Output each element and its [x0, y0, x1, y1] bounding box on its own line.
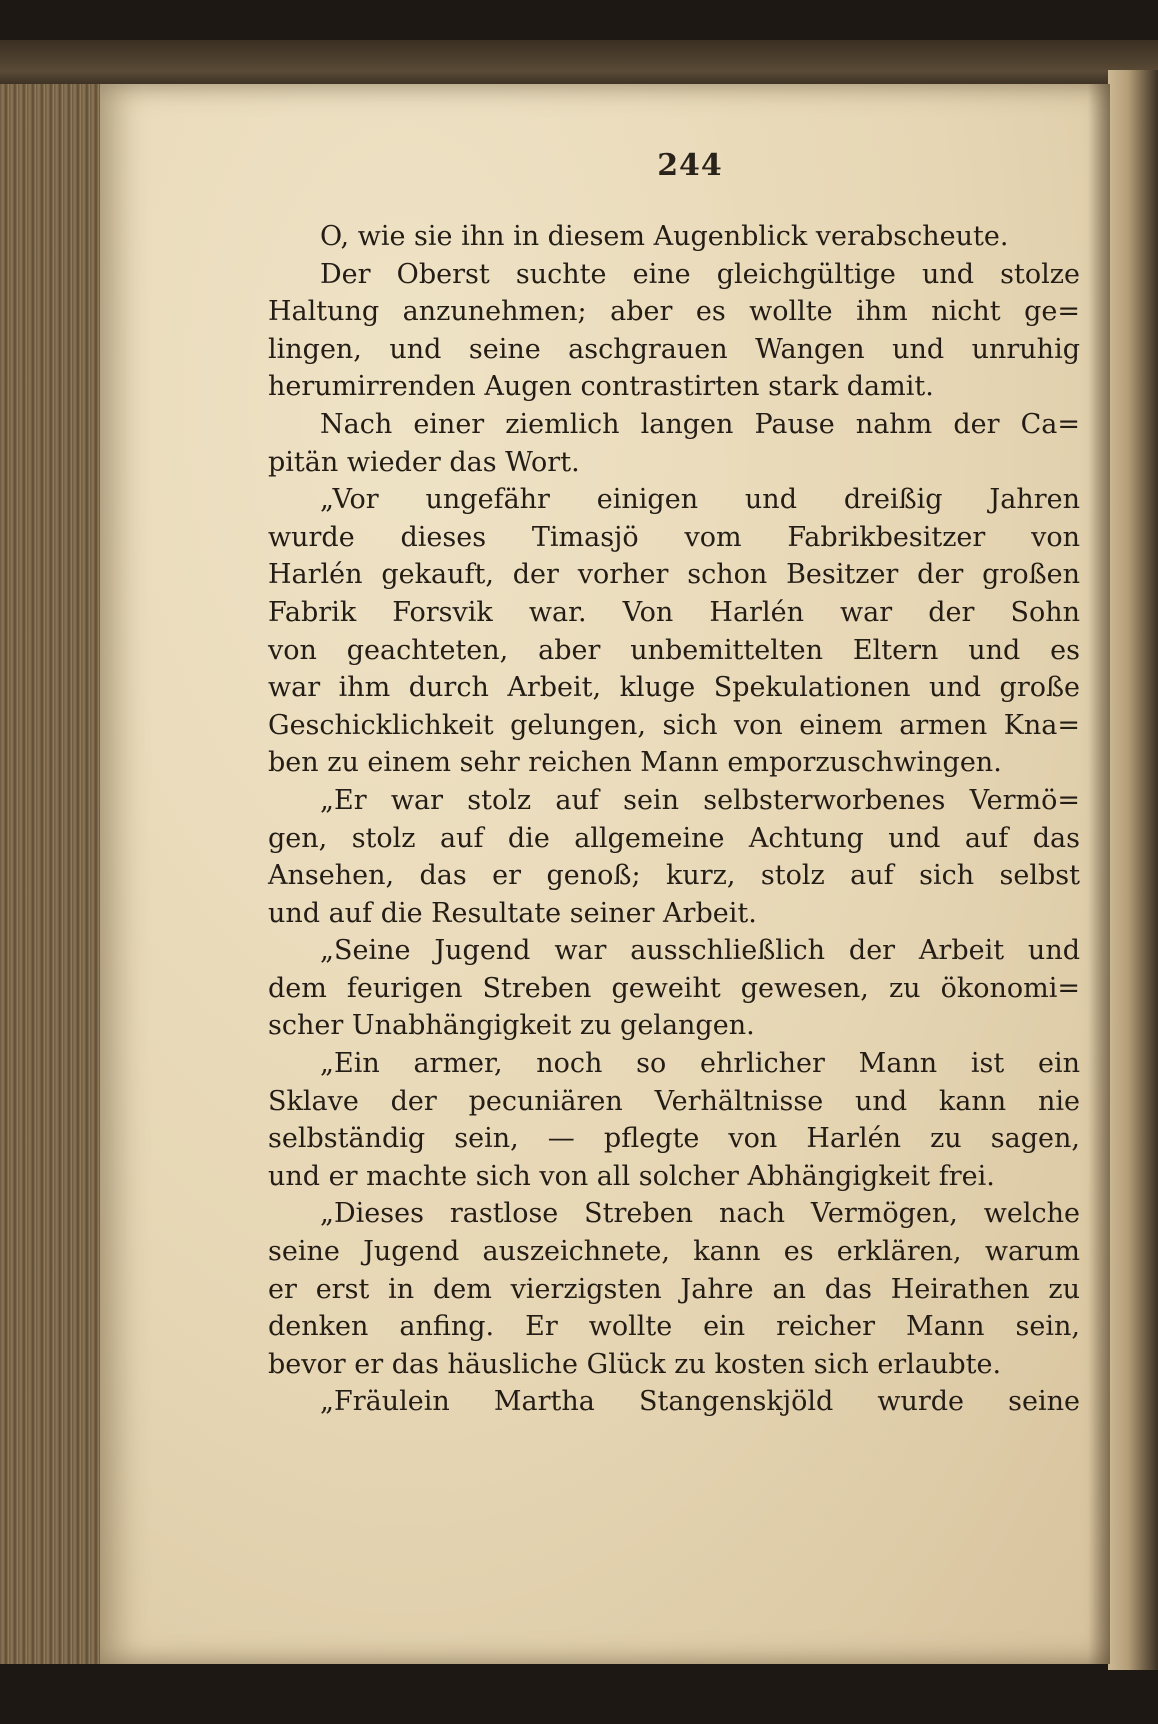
text-line: Der Oberst suchte eine gleichgültige und stolze [320, 258, 1080, 290]
text-line: Ansehen, das er genoß; kurz, stolz auf sich selbst [268, 860, 1080, 892]
text-line: lingen, und seine aschgrauen Wangen und unruhig [268, 333, 1080, 365]
text-line: „Dieses rastlose Streben nach Vermögen, welche [320, 1198, 1080, 1230]
text-line: „Seine Jugend war ausschließlich der Arbeit und [320, 935, 1080, 967]
text-line: Nach einer ziemlich langen Pause nahm der Ca= [320, 408, 1080, 440]
text-line: „Ein armer, noch so ehrlicher Mann ist ein [320, 1048, 1080, 1080]
text-line: Harlén gekauft, der vorher schon Besitzer der großen [268, 559, 1080, 591]
text-line: herumirrenden Augen contrastirten stark damit. [268, 371, 934, 403]
page-edges-right [1108, 70, 1158, 1670]
text-line: denken anfing. Er wollte ein reicher Mann sein, [268, 1311, 1080, 1343]
text-line: bevor er das häusliche Glück zu kosten sich erlaubte. [268, 1348, 1002, 1380]
page-number: 244 [657, 148, 723, 183]
text-line: war ihm durch Arbeit, kluge Spekulationen und große [268, 672, 1080, 704]
text-line: scher Unabhängigkeit zu gelangen. [268, 1010, 755, 1042]
body-text [268, 218, 1080, 1421]
page-edges-left [0, 84, 112, 1664]
text-line: Fabrik Forsvik war. Von Harlén war der Sohn [268, 596, 1080, 628]
text-line: Haltung anzunehmen; aber es wollte ihm nicht ge= [268, 296, 1080, 328]
text-line: Geschicklichkeit gelungen, sich von einem armen Kna= [268, 709, 1080, 741]
text-line: O, wie sie ihn in diesem Augenblick verabscheute. [320, 221, 1009, 252]
text-line: ben zu einem sehr reichen Mann emporzuschwingen. [268, 747, 1002, 779]
text-line: wurde dieses Timasjö vom Fabrikbesitzer von [268, 521, 1080, 553]
text-line: gen, stolz auf die allgemeine Achtung und auf das [268, 822, 1080, 854]
text-line: von geachteten, aber unbemittelten Eltern und es [268, 634, 1080, 666]
text-line: „Vor ungefähr einigen und dreißig Jahren [320, 484, 1080, 516]
text-line: „Fräulein Martha Stangenskjöld wurde seine [320, 1386, 1080, 1418]
text-line: und er machte sich von all solcher Abhängigkeit frei. [268, 1160, 995, 1192]
text-line: selbständig sein, — pflegte von Harlén zu sagen, [268, 1123, 1080, 1155]
text-line: pitän wieder das Wort. [268, 446, 580, 478]
text-line: seine Jugend auszeichnete, kann es erklären, warum [268, 1236, 1080, 1268]
text-line: Sklave der pecuniären Verhältnisse und kann nie [268, 1085, 1080, 1117]
text-line: er erst in dem vierzigsten Jahre an das Heirathen zu [268, 1273, 1080, 1305]
text-line: und auf die Resultate seiner Arbeit. [268, 897, 757, 929]
text-line: „Er war stolz auf sein selbsterworbenes Vermö= [320, 784, 1080, 816]
text-line: dem feurigen Streben geweiht gewesen, zu ökonomi= [268, 972, 1080, 1004]
